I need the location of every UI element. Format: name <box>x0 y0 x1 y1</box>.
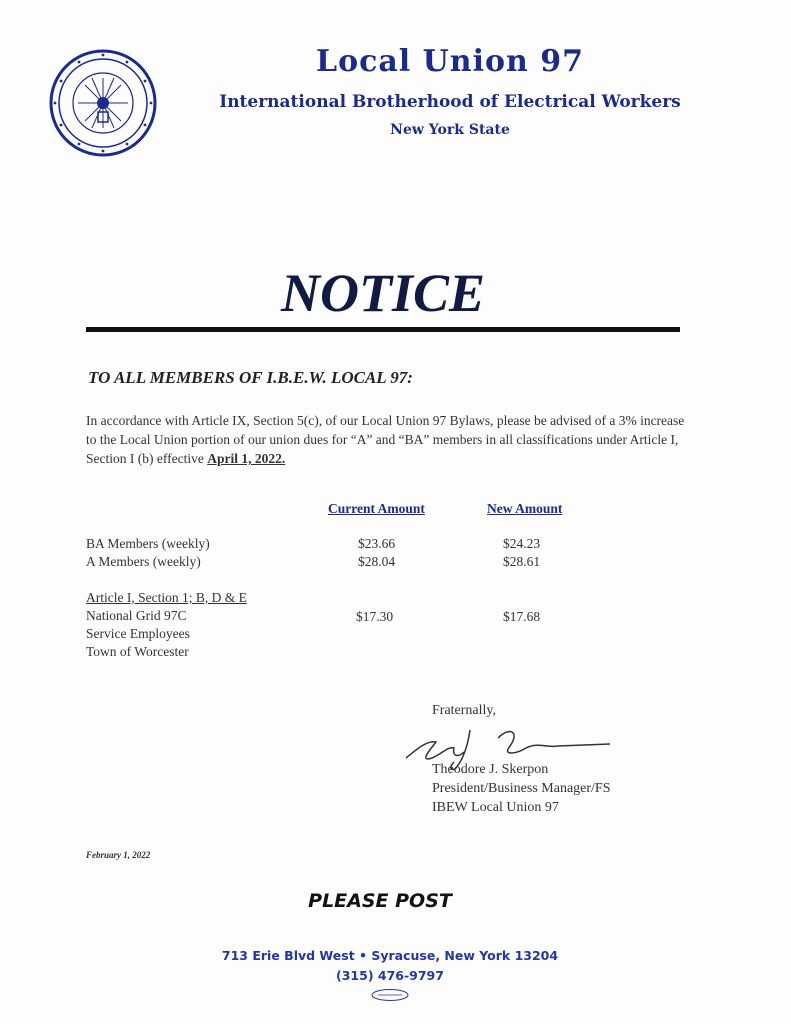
union-title: Local Union 97 <box>315 44 585 79</box>
row-label: BA Members (weekly) <box>86 536 210 551</box>
heading-divider <box>86 327 680 332</box>
paragraph-text: In accordance with Article IX, Section 5(c), of our Local Union 97 Bylaws, please be advised of a 3% increase to the Local Union portion of our union dues for “A” and “BA” members in all classifications under Article I, Section I (b) effective <box>86 413 685 466</box>
current-amount: $28.04 <box>358 554 396 569</box>
footer-address: 713 Erie Blvd West • Syracuse, New York 13204 <box>221 948 559 963</box>
current-amount: $17.30 <box>356 609 394 624</box>
signer-name: Theodore J. Skerpon <box>432 762 549 777</box>
notice-heading: NOTICE <box>280 263 486 323</box>
new-amount: $28.61 <box>503 554 541 569</box>
row-label: A Members (weekly) <box>86 554 201 569</box>
union-state: New York State <box>390 122 510 138</box>
effective-date: April 1, 2022. <box>207 451 286 466</box>
salutation: Fraternally, <box>432 703 497 718</box>
group-label-heading: Article I, Section 1; B, D & E <box>86 590 247 605</box>
signer-block <box>432 760 611 817</box>
union-label-icon <box>370 988 410 1002</box>
current-amount: $23.66 <box>358 536 396 551</box>
group-label: Town of Worcester <box>86 644 189 659</box>
footer-phone: (315) 476-9797 <box>336 968 444 983</box>
please-post: PLEASE POST <box>308 890 452 912</box>
union-subtitle: International Brotherhood of Electrical Workers <box>219 92 681 112</box>
signer-org: IBEW Local Union 97 <box>432 800 559 815</box>
notice-paragraph <box>86 411 698 468</box>
group-label: Service Employees <box>86 626 190 641</box>
group-label: National Grid 97C <box>86 608 187 623</box>
addressee-line: TO ALL MEMBERS OF I.B.E.W. LOCAL 97: <box>88 368 413 387</box>
new-amount: $24.23 <box>503 536 541 551</box>
ibew-seal-icon <box>48 48 158 158</box>
signer-title: President/Business Manager/FS <box>432 781 611 796</box>
new-amount: $17.68 <box>503 609 541 624</box>
notice-date: February 1, 2022 <box>86 850 151 860</box>
column-header-new: New Amount <box>487 501 563 516</box>
column-header-current: Current Amount <box>328 501 425 516</box>
